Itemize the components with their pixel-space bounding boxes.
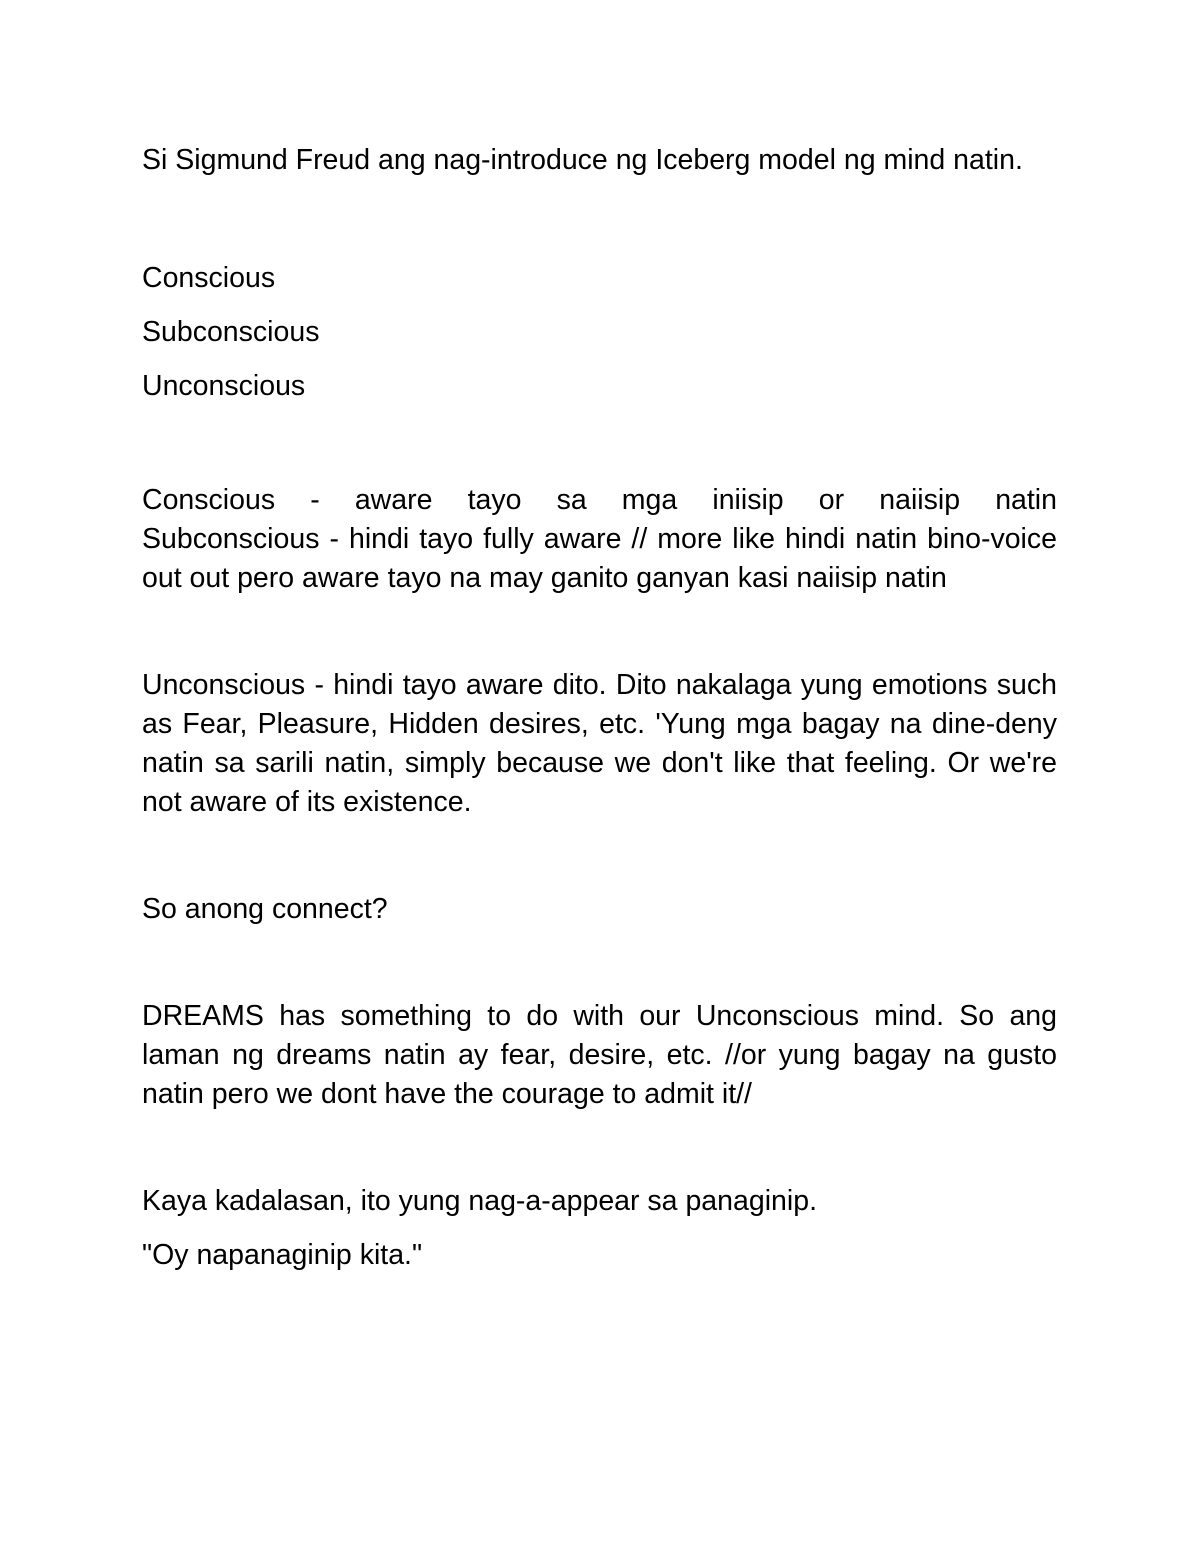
level-conscious: Conscious [142,262,276,294]
conclusion-line: Kaya kadalasan, ito yung nag-a-appear sa panaginip. [142,1185,817,1217]
intro-paragraph: Si Sigmund Freud ang nag-introduce ng Iceberg model ng mind natin. [142,144,1023,176]
conscious-definition: Conscious - aware tayo sa mga iniisip or naiisip natin [142,484,1057,516]
spacer [142,822,1057,890]
spacer [142,180,1057,251]
spacer [142,929,1057,997]
spacer [142,598,1057,666]
unconscious-definition: Unconscious - hindi tayo aware dito. Dito nakalaga yung emotions such as Fear, Pleasure, Hidden desires, etc. 'Yung mga bagay na dine-deny natin sa sarili natin, simply because we don't like that feeling. Or we're not aware of its existence. [142,669,1057,818]
level-unconscious: Unconscious [142,370,306,402]
level-subconscious: Subconscious [142,316,320,348]
spacer [142,413,1057,481]
dreams-paragraph: DREAMS has something to do with our Unconscious mind. So ang laman ng dreams natin ay fear, desire, etc. //or yung bagay na gusto natin pero we dont have the courage to admit it// [142,1000,1057,1110]
spacer [142,1114,1057,1182]
quote-line: "Oy napanaginip kita." [142,1239,423,1271]
subconscious-definition: Subconscious - hindi tayo fully aware // more like hindi natin bino-voice out out pero aware tayo na may ganito ganyan kasi naiisip natin [142,523,1057,594]
spacer [142,1221,1057,1236]
document-body [142,141,1057,1275]
question-line: So anong connect? [142,893,388,925]
